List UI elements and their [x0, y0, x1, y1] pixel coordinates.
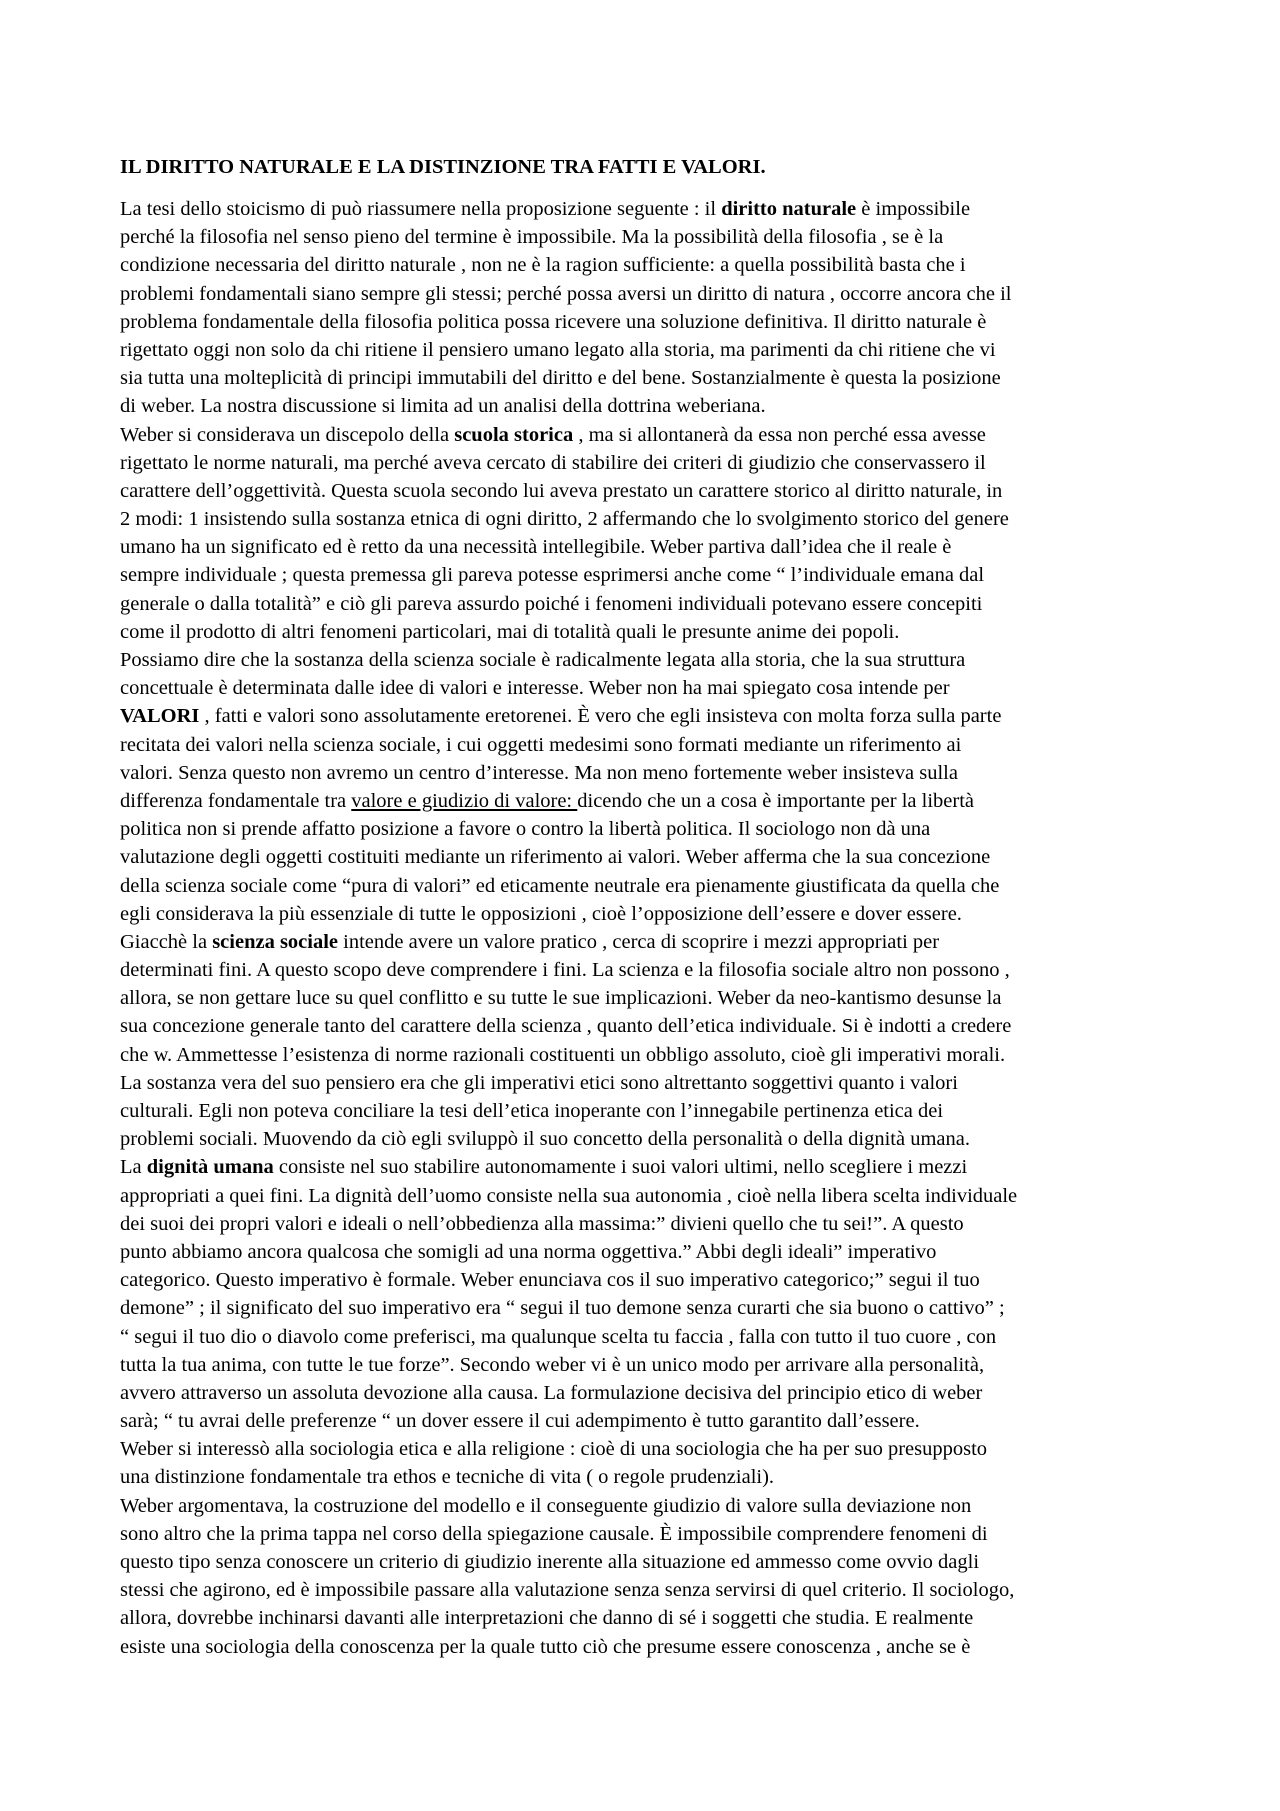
text-line: [120, 1548, 1170, 1576]
text-line: [120, 449, 1170, 477]
text-span: problemi fondamentali siano sempre gli stessi; perché possa aversi un diritto di natura , occorre ancora che il: [120, 282, 1012, 305]
text-line: [120, 1041, 1170, 1069]
text-span: culturali. Egli non poteva conciliare la tesi dell’etica inoperante con l’innegabile pertinenza etica dei: [120, 1100, 944, 1122]
text-line: [120, 505, 1170, 533]
text-line: [120, 1125, 1170, 1153]
text-span: stessi che agirono, ed è impossibile passare alla valutazione senza senza servirsi di quel criterio. Il sociologo,: [120, 1579, 1015, 1602]
text-line: [120, 1012, 1170, 1040]
text-line: [120, 1379, 1170, 1407]
text-span: come il prodotto di altri fenomeni particolari, mai di totalità quali le presunte anime dei popoli.: [120, 620, 900, 643]
text-line: [120, 1266, 1170, 1294]
text-line: [120, 477, 1170, 505]
text-span: La tesi dello stoicismo di può riassumere nella proposizione seguente : il: [120, 198, 722, 220]
text-span: consiste nel suo stabilire autonomamente i suoi valori ultimi, nello scegliere i mezzi: [273, 1156, 968, 1179]
text-line: [120, 618, 1170, 646]
text-span: carattere dell’oggettività. Questa scuola secondo lui aveva prestato un carattere storico al diritto naturale, in: [120, 479, 1003, 502]
text-line: [120, 1407, 1170, 1435]
text-span: recitata dei valori nella scienza sociale, i cui oggetti medesimi sono formati mediante un riferimento ai: [120, 733, 962, 756]
text-line: [120, 590, 1170, 618]
document-body: [120, 155, 1170, 1661]
text-line: [120, 787, 1170, 815]
text-line: [120, 1604, 1170, 1632]
text-span: sempre individuale ; questa premessa gli pareva potesse esprimersi anche come “ l’individuale emana dal: [120, 564, 985, 587]
text-span: La sostanza vera del suo pensiero era che gli imperativi etici sono altrettanto soggettivi quanto i valori: [120, 1071, 958, 1094]
text-line: [120, 1097, 1170, 1125]
text-span: Weber si interessò alla sociologia etica e alla religione : cioè di una sociologia che ha per suo presupposto: [120, 1438, 988, 1461]
text-line: [120, 1238, 1170, 1266]
text-line: [120, 1435, 1170, 1463]
text-span: sia tutta una molteplicità di principi immutabili del diritto e del bene. Sostanzialmente è questa la posizione: [120, 367, 1001, 390]
text-span: valutazione degli oggetti costituiti mediante un riferimento ai valori. Weber afferma che la sua concezione: [120, 846, 991, 869]
text-line: [120, 1351, 1170, 1379]
text-line: [120, 251, 1170, 279]
text-line: [120, 421, 1170, 449]
text-line: [120, 364, 1170, 392]
text-span: allora, dovrebbe inchinarsi davanti alle interpretazioni che danno di sé i soggetti che studia. E realmente: [120, 1607, 974, 1630]
text-line: [120, 280, 1170, 308]
text-span: della scienza sociale come “pura di valori” ed eticamente neutrale era pienamente giustificata da quella che: [120, 874, 1000, 897]
text-span: “ segui il tuo dio o diavolo come preferisci, ma qualunque scelta tu faccia , falla con tutto il tuo cuore , con: [120, 1325, 997, 1348]
text-line: [120, 561, 1170, 589]
text-span: rigettato le norme naturali, ma perché aveva cercato di stabilire dei criteri di giudizio che conservassero il: [120, 451, 986, 474]
text-span: valori. Senza questo non avremo un centro d’interesse. Ma non meno fortemente weber insisteva sulla: [120, 761, 958, 784]
text-line: [120, 336, 1170, 364]
document-text: [120, 195, 1170, 1661]
underlined-text: valore e giudizio di valore:: [351, 789, 578, 812]
text-span: problema fondamentale della filosofia politica possa ricevere una soluzione definitiva. Il diritto naturale è: [120, 310, 987, 333]
text-line: [120, 731, 1170, 759]
text-span: appropriati a quei fini. La dignità dell’uomo consiste nella sua autonomia , cioè nella libera scelta individuale: [120, 1184, 1018, 1207]
text-line: [120, 815, 1170, 843]
text-span: 2 modi: 1 insistendo sulla sostanza etnica di ogni diritto, 2 affermando che lo svolgimento storico del genere: [120, 508, 1009, 531]
text-span: demone” ; il significato del suo imperativo era “ segui il tuo demone senza curarti che sia buono o cattivo” ;: [120, 1297, 1005, 1320]
text-span: è impossibile: [856, 198, 971, 220]
text-span: tutta la tua anima, con tutte le tue forze”. Secondo weber vi è un unico modo per arrivare alla personalità,: [120, 1353, 985, 1376]
text-span: problemi sociali. Muovendo da ciò egli sviluppò il suo concetto della personalità o della dignità umana.: [120, 1128, 970, 1151]
bold-text: dignità umana: [146, 1156, 274, 1179]
text-span: generale o dalla totalità” e ciò gli pareva assurdo poiché i fenomeni individuali potevano essere concepiti: [120, 592, 983, 615]
text-span: , fatti e valori sono assolutamente eretorenei. È vero che egli insisteva con molta forza sulla parte: [199, 705, 1002, 728]
text-span: egli considerava la più essenziale di tutte le opposizioni , cioè l’opposizione dell’essere e dover essere.: [120, 902, 962, 925]
text-line: [120, 900, 1170, 928]
text-span: concettuale è determinata dalle idee di valori e interesse. Weber non ha mai spiegato cosa intende per: [120, 677, 950, 700]
text-line: [120, 1210, 1170, 1238]
text-line: [120, 956, 1170, 984]
text-span: dei suoi dei propri valori e ideali o nell’obbedienza alla massima:” divieni quello che tu sei!”. A questo: [120, 1212, 964, 1235]
text-span: differenza fondamentale tra: [120, 789, 352, 812]
text-span: Possiamo dire che la sostanza della scienza sociale è radicalmente legata alla storia, che la sua struttura: [120, 649, 966, 671]
text-line: [120, 674, 1170, 702]
text-span: condizione necessaria del diritto naturale , non ne è la ragion sufficiente: a quella possibilità basta che i: [120, 254, 966, 277]
text-span: Weber argomentava, la costruzione del modello e il conseguente giudizio di valore sulla deviazione non: [120, 1494, 972, 1517]
text-span: , ma si allontanerà da essa non perché essa avesse: [573, 423, 986, 446]
text-line: [120, 223, 1170, 251]
text-line: [120, 195, 1170, 223]
text-line: [120, 1463, 1170, 1491]
text-span: Giacchè la: [120, 930, 213, 953]
bold-text: scienza sociale: [212, 930, 339, 953]
text-line: [120, 759, 1170, 787]
text-line: [120, 872, 1170, 900]
text-line: [120, 1294, 1170, 1322]
text-line: [120, 308, 1170, 336]
text-line: [120, 646, 1170, 674]
text-span: una distinzione fondamentale tra ethos e tecniche di vita ( o regole prudenziali).: [120, 1466, 775, 1489]
text-line: [120, 1153, 1170, 1181]
text-span: perché la filosofia nel senso pieno del termine è impossibile. Ma la possibilità della filosofia , se è la: [120, 226, 944, 249]
text-span: sono altro che la prima tappa nel corso della spiegazione causale. È impossibile comprendere fenomeni di: [120, 1522, 988, 1545]
text-span: intende avere un valore pratico , cerca di scoprire i mezzi appropriati per: [338, 930, 940, 953]
text-line: [120, 702, 1170, 730]
bold-text: scuola storica: [454, 423, 574, 446]
text-span: esiste una sociologia della conoscenza per la quale tutto ciò che presume essere conoscenza , anche se è: [120, 1635, 971, 1658]
document-title: IL DIRITTO NATURALE E LA DISTINZIONE TRA FATTI E VALORI.: [120, 156, 766, 178]
text-line: [120, 984, 1170, 1012]
text-span: allora, se non gettare luce su quel conflitto e su tutte le sue implicazioni. Weber da neo-kantismo desunse la: [120, 987, 1002, 1010]
text-span: dicendo che un a cosa è importante per la libertà: [577, 789, 974, 812]
text-line: [120, 928, 1170, 956]
text-span: La: [120, 1156, 147, 1179]
text-line: [120, 1633, 1170, 1661]
text-span: avvero attraverso un assoluta devozione alla causa. La formulazione decisiva del principio etico di weber: [120, 1381, 983, 1404]
text-line: [120, 1576, 1170, 1604]
text-span: che w. Ammettesse l’esistenza di norme razionali costituenti un obbligo assoluto, cioè gli imperativi morali.: [120, 1043, 1006, 1066]
text-line: [120, 843, 1170, 871]
text-span: sarà; “ tu avrai delle preferenze “ un dover essere il cui adempimento è tutto garantito dall’essere.: [120, 1410, 920, 1433]
text-span: Weber si considerava un discepolo della: [120, 423, 455, 446]
text-span: determinati fini. A questo scopo deve comprendere i fini. La scienza e la filosofia sociale altro non possono ,: [120, 959, 1010, 982]
text-span: rigettato oggi non solo da chi ritiene il pensiero umano legato alla storia, ma parimenti da chi ritiene che vi: [120, 338, 996, 361]
text-line: [120, 1323, 1170, 1351]
bold-text: VALORI: [120, 705, 200, 728]
text-span: categorico. Questo imperativo è formale. Weber enunciava cos il suo imperativo categorico;” segui il tuo: [120, 1269, 980, 1292]
text-line: [120, 1069, 1170, 1097]
text-span: punto abbiamo ancora qualcosa che somigli ad una norma oggettiva.” Abbi degli ideali” imperativo: [120, 1240, 937, 1263]
text-line: [120, 533, 1170, 561]
text-span: sua concezione generale tanto del carattere della scienza , quanto dell’etica individuale. Si è indotti a credere: [120, 1015, 1012, 1038]
text-span: umano ha un significato ed è retto da una necessità intellegibile. Weber partiva dall’idea che il reale è: [120, 536, 952, 559]
text-line: [120, 1492, 1170, 1520]
text-span: questo tipo senza conoscere un criterio di giudizio inerente alla situazione ed ammesso come ovvio dagli: [120, 1551, 980, 1573]
text-line: [120, 1520, 1170, 1548]
bold-text: diritto naturale: [721, 198, 857, 220]
text-line: [120, 1182, 1170, 1210]
text-span: politica non si prende affatto posizione a favore o contro la libertà politica. Il sociologo non dà una: [120, 818, 931, 841]
text-line: [120, 392, 1170, 420]
text-span: di weber. La nostra discussione si limita ad un analisi della dottrina weberiana.: [120, 395, 766, 418]
